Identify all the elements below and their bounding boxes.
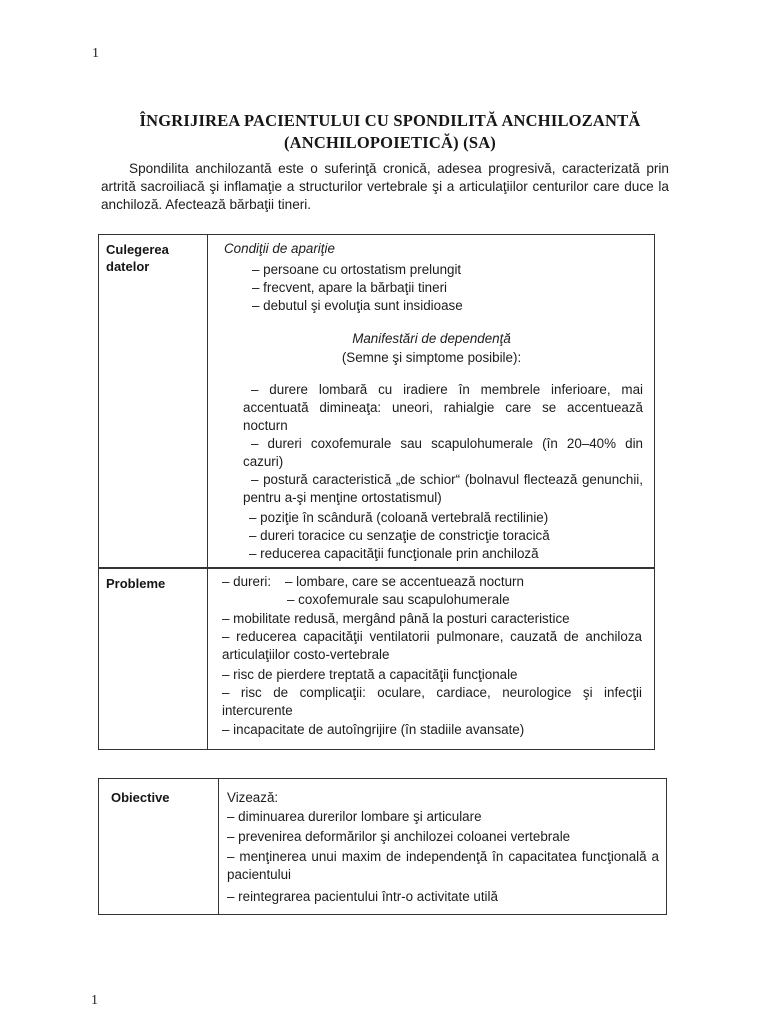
dureri-item: – lombare, care se accentuează nocturn xyxy=(285,574,524,589)
probleme-section xyxy=(98,568,655,750)
page-number-bottom: 1 xyxy=(91,993,98,1008)
dureri-item: – coxofemurale sau scapulohumerale xyxy=(287,592,510,607)
problem-item: – mobilitate redusă, mergând până la posturi caracteristice xyxy=(222,611,570,626)
manifestari-subheading: (Semne şi simptome posibile): xyxy=(341,350,522,365)
section-content xyxy=(209,569,654,749)
obiectiv-item: – reintegrarea pacientului într-o activitate utilă xyxy=(227,889,498,904)
section-content xyxy=(209,235,654,567)
obiective-section xyxy=(98,778,667,915)
simptom-item: – dureri coxofemurale sau scapulohumerale (în 20–40% din cazuri) xyxy=(243,436,643,469)
problem-item: – reducerea capacităţii ventilatorii pulmonare, cauzată de anchiloza articulaţiilor costo-vertebrale xyxy=(222,629,642,662)
obiectiv-item: – menţinerea unui maxim de independenţă în capacitatea funcţională a pacientului xyxy=(227,849,659,882)
simptom-item: – poziţie în scândură (coloană vertebrală rectilinie) xyxy=(249,510,549,525)
manifestari-heading: Manifestări de dependenţă xyxy=(352,331,511,346)
simptom-item: – dureri toracice cu senzaţie de constricţie toracică xyxy=(249,528,550,543)
culegerea-datelor-section xyxy=(98,234,655,568)
problem-item: – risc de pierdere treptată a capacităţii funcţionale xyxy=(222,667,518,682)
page-number-top: 1 xyxy=(92,46,99,61)
problem-item: – risc de complicaţii: oculare, cardiace, neurologice şi infecţii intercurente xyxy=(222,685,642,718)
section-label: Obiective xyxy=(99,779,219,914)
section-content xyxy=(220,779,666,914)
conditii-item: – frecvent, apare la bărbaţii tineri xyxy=(252,280,448,295)
conditii-item: – persoane cu ortostatism prelungit xyxy=(252,262,462,277)
title-line-1: ÎNGRIJIREA PACIENTULUI CU SPONDILITĂ ANCHILOZANTĂ xyxy=(139,111,641,130)
section-label: Culegerea datelor xyxy=(99,235,208,567)
conditii-item: – debutul şi evoluţia sunt insidioase xyxy=(252,298,463,313)
simptom-item: – reducerea capacităţii funcţionale prin anchiloză xyxy=(249,546,539,561)
simptom-item: – durere lombară cu iradiere în membrele inferioare, mai accentuată dimineaţa: uneori, rahialgie care se accentuează nocturn xyxy=(243,382,643,433)
title-line-2: (ANCHILOPOIETICĂ) (SA) xyxy=(283,133,497,152)
conditii-heading: Condiţii de apariţie xyxy=(224,241,335,256)
obiectiv-item: – diminuarea durerilor lombare şi articulare xyxy=(227,809,482,824)
obiectiv-item: – prevenirea deformărilor şi anchilozei coloanei vertebrale xyxy=(227,829,571,844)
section-label: Probleme xyxy=(99,569,208,749)
document-title xyxy=(100,110,680,154)
simptom-item: – postură caracteristică „de schior“ (bolnavul flectează genunchii, pentru a-şi menţine ortostatismul) xyxy=(243,472,643,505)
obiective-heading: Vizează: xyxy=(227,790,279,805)
problem-item: – incapacitate de autoîngrijire (în stadiile avansate) xyxy=(222,722,525,737)
dureri-prefix: – dureri: xyxy=(222,574,272,589)
intro-paragraph: Spondilita anchilozantă este o suferinţă cronică, adesea progresivă, caracterizată prin artrită sacroiliacă şi inflamaţie a structurilor vertebrale şi a articulaţiilor centurilor care duce la anchiloză. Afectează bărbaţii tineri. xyxy=(101,161,669,212)
